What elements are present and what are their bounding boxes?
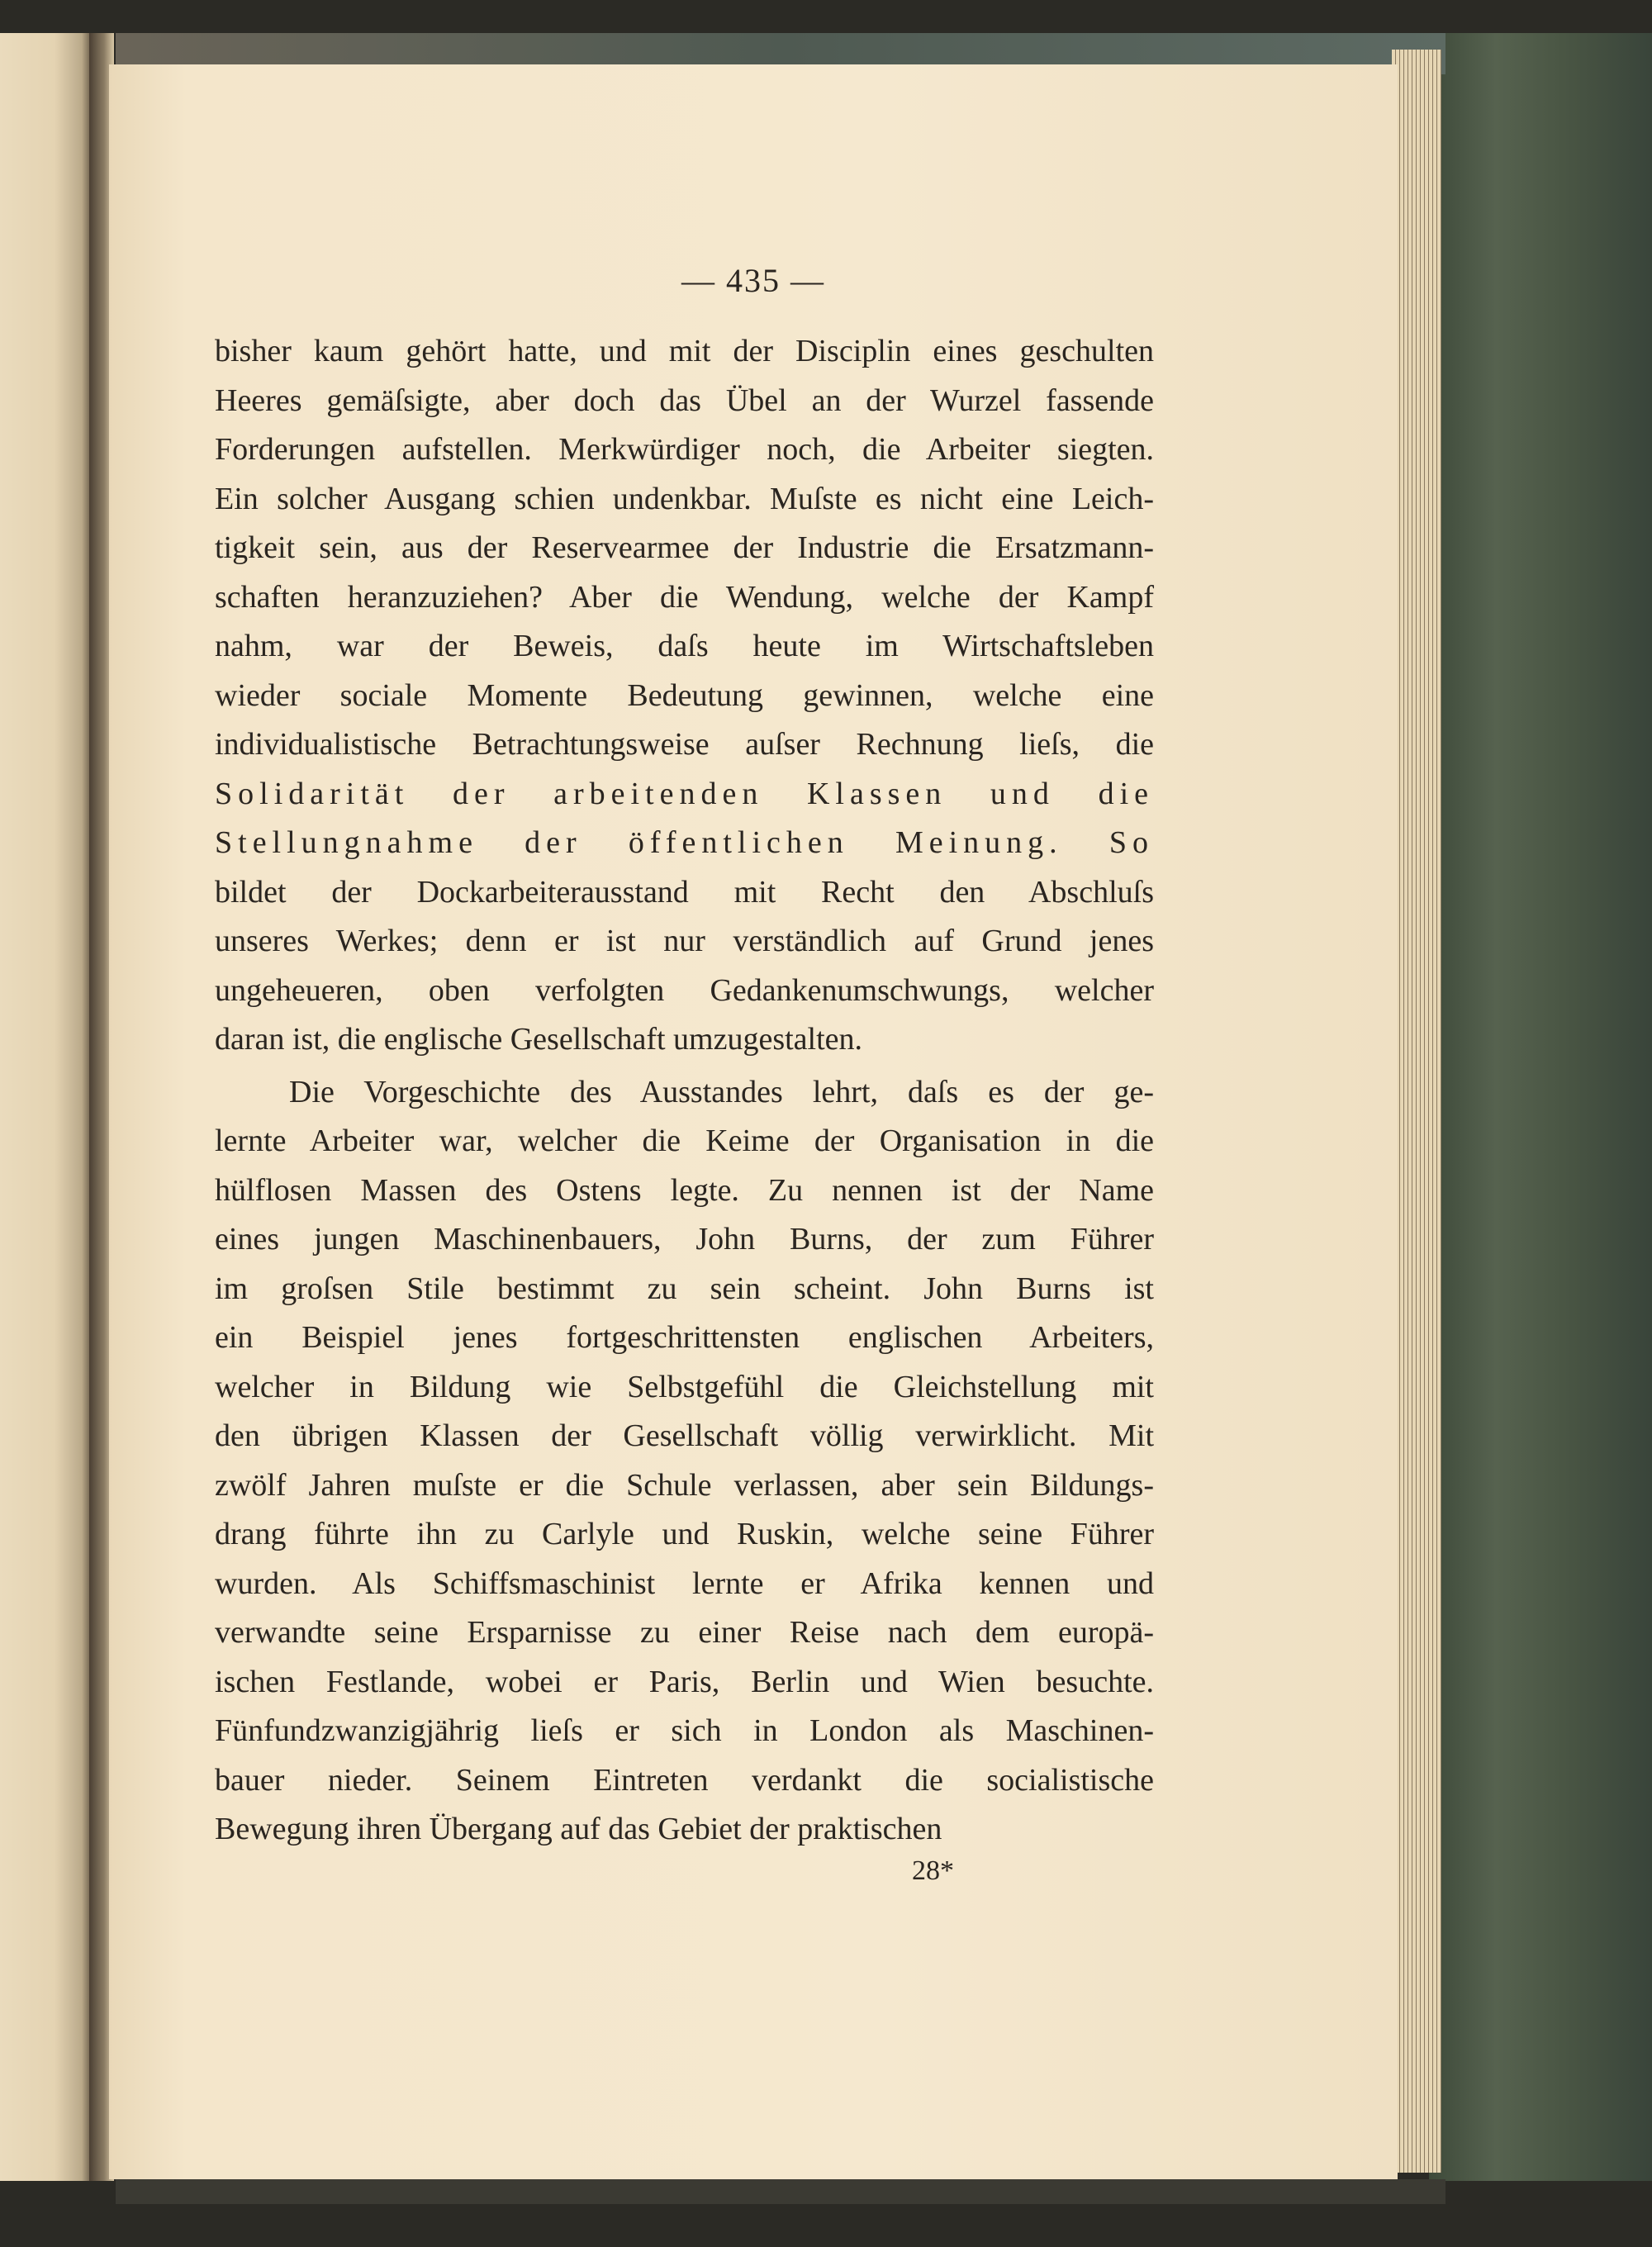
- book-cover: [1429, 33, 1652, 2181]
- text-line: Stellungnahme der öffentlichen Meinung. So: [215, 825, 1154, 860]
- text-line: ungeheueren, oben verfolgten Gedankenumschwungs, welcher: [215, 972, 1154, 1008]
- text-line: nahm, war der Beweis, daſs heute im Wirtschaftsleben: [215, 629, 1154, 663]
- paragraph: [215, 327, 1154, 1065]
- page-stack-edges: [1392, 50, 1441, 2173]
- text-line: zwölf Jahren muſste er die Schule verlassen, aber sein Bildungs-: [215, 1467, 1154, 1503]
- text-line: Die Vorgeschichte des Ausstandes lehrt, daſs es der ge-: [289, 1074, 1154, 1109]
- text-line: unseres Werkes; denn er ist nur verständlich auf Grund jenes: [215, 924, 1154, 958]
- text-line: ein Beispiel jenes fortgeschrittensten englischen Arbeiters,: [215, 1320, 1154, 1355]
- text-line: welcher in Bildung wie Selbstgefühl die Gleichstellung mit: [215, 1369, 1154, 1404]
- text-line: im groſsen Stile bestimmt zu sein scheint. John Burns ist: [215, 1271, 1154, 1306]
- text-line: Forderungen aufstellen. Merkwürdiger noch, die Arbeiter siegten.: [215, 432, 1154, 467]
- text-line: verwandte seine Ersparnisse zu einer Reise nach dem europä-: [215, 1615, 1154, 1650]
- book-bottom-edge: [116, 2179, 1446, 2204]
- book-page: [109, 64, 1398, 2179]
- text-line: lernte Arbeiter war, welcher die Keime der Organisation in die: [215, 1124, 1154, 1158]
- text-line: den übrigen Klassen der Gesellschaft völlig verwirklicht. Mit: [215, 1418, 1154, 1453]
- text-line: drang führte ihn zu Carlyle und Ruskin, welche seine Führer: [215, 1517, 1154, 1551]
- text-line: daran ist, die englische Gesellschaft umzugestalten.: [215, 1022, 863, 1057]
- text-line: schaften heranzuziehen? Aber die Wendung, welche der Kampf: [215, 579, 1154, 615]
- paragraph: [215, 1068, 1154, 1855]
- text-line: individualistische Betrachtungsweise auſser Rechnung lieſs, die: [215, 727, 1154, 762]
- text-line: bauer nieder. Seinem Eintreten verdankt die socialistische: [215, 1762, 1154, 1798]
- text-line: tigkeit sein, aus der Reservearmee der Industrie die Ersatzmann-: [215, 530, 1154, 565]
- page-body-text: [215, 327, 1154, 1855]
- text-line: eines jungen Maschinenbauers, John Burns, der zum Führer: [215, 1222, 1154, 1257]
- text-line: Fünfundzwanzigjährig lieſs er sich in London als Maschinen-: [215, 1713, 1154, 1748]
- facing-page-edge: [0, 33, 91, 2181]
- text-line: Heeres gemäſsigte, aber doch das Übel an der Wurzel fassende: [215, 382, 1154, 418]
- signature-mark: 28*: [912, 1855, 954, 1886]
- text-line: bisher kaum gehört hatte, und mit der Disciplin eines geschulten: [215, 334, 1154, 368]
- text-line: Solidarität der arbeitenden Klassen und die: [215, 776, 1154, 811]
- text-line: wurden. Als Schiffsmaschinist lernte er Afrika kennen und: [215, 1565, 1154, 1601]
- text-line: bildet der Dockarbeiterausstand mit Recht den Abschluſs: [215, 874, 1154, 910]
- text-line: wieder sociale Momente Bedeutung gewinnen, welche eine: [215, 677, 1154, 713]
- text-line: ischen Festlande, wobei er Paris, Berlin und Wien besuchte.: [215, 1664, 1154, 1699]
- text-line: Bewegung ihren Übergang auf das Gebiet der praktischen: [215, 1812, 942, 1846]
- text-line: hülflosen Massen des Ostens legte. Zu nennen ist der Name: [215, 1172, 1154, 1208]
- page-number: — 435 —: [681, 262, 825, 299]
- text-line: Ein solcher Ausgang schien undenkbar. Muſste es nicht eine Leich-: [215, 481, 1154, 516]
